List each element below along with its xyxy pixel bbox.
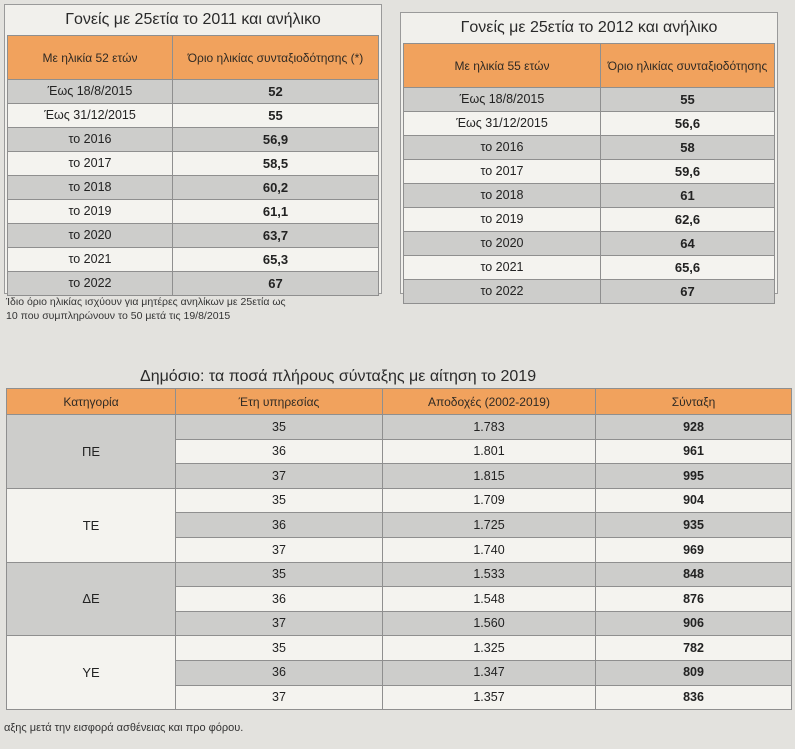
table1-header-age: Με ηλικία 52 ετών	[8, 36, 173, 80]
category-cell: ΔΕ	[7, 562, 176, 636]
period-cell: το 2018	[8, 176, 173, 200]
earnings-cell: 1.725	[383, 513, 596, 538]
pension-cell: 906	[596, 611, 792, 636]
category-cell: ΠΕ	[7, 415, 176, 489]
table1	[7, 35, 379, 296]
period-cell: Έως 18/8/2015	[8, 80, 173, 104]
table-row	[404, 88, 775, 112]
table1-panel	[4, 4, 382, 294]
years-cell: 36	[176, 587, 383, 612]
table3-title: Δημόσιο: τα ποσά πλήρους σύνταξης με αίτηση το 2019	[140, 368, 537, 385]
period-cell: Έως 18/8/2015	[404, 88, 601, 112]
table-row	[8, 224, 379, 248]
years-cell: 35	[176, 636, 383, 661]
earnings-cell: 1.548	[383, 587, 596, 612]
age-limit-cell: 61	[601, 184, 775, 208]
period-cell: το 2020	[404, 232, 601, 256]
earnings-cell: 1.325	[383, 636, 596, 661]
period-cell: το 2019	[404, 208, 601, 232]
age-limit-cell: 64	[601, 232, 775, 256]
pension-cell: 782	[596, 636, 792, 661]
table-row	[404, 112, 775, 136]
age-limit-cell: 55	[173, 104, 379, 128]
table-row	[404, 160, 775, 184]
table2-panel	[400, 12, 778, 299]
pension-cell: 935	[596, 513, 792, 538]
age-limit-cell: 67	[173, 272, 379, 296]
earnings-cell: 1.357	[383, 685, 596, 710]
earnings-cell: 1.740	[383, 537, 596, 562]
table1-title: Γονείς με 25ετία το 2011 και ανήλικο	[65, 11, 321, 28]
pension-cell: 809	[596, 660, 792, 685]
pension-cell: 876	[596, 587, 792, 612]
table2-title: Γονείς με 25ετία το 2012 και ανήλικο	[460, 19, 718, 36]
table-row	[8, 248, 379, 272]
years-cell: 36	[176, 439, 383, 464]
table-row	[404, 256, 775, 280]
age-limit-cell: 59,6	[601, 160, 775, 184]
period-cell: το 2018	[404, 184, 601, 208]
years-cell: 37	[176, 685, 383, 710]
years-cell: 36	[176, 660, 383, 685]
earnings-cell: 1.560	[383, 611, 596, 636]
table-row	[7, 636, 792, 661]
table-row	[7, 415, 792, 440]
pension-cell: 904	[596, 488, 792, 513]
period-cell: το 2021	[8, 248, 173, 272]
table-row	[404, 136, 775, 160]
years-cell: 35	[176, 488, 383, 513]
table1-header-limit: Όριο ηλικίας συνταξιοδότησης (*)	[173, 36, 379, 80]
period-cell: το 2022	[404, 280, 601, 304]
table-row	[7, 562, 792, 587]
category-cell: ΥΕ	[7, 636, 176, 710]
age-limit-cell: 58	[601, 136, 775, 160]
period-cell: το 2019	[8, 200, 173, 224]
table3-header-earnings: Αποδοχές (2002-2019)	[383, 389, 596, 415]
table2-header-age: Με ηλικία 55 ετών	[404, 44, 601, 88]
pension-cell: 961	[596, 439, 792, 464]
years-cell: 37	[176, 464, 383, 489]
pension-cell: 848	[596, 562, 792, 587]
table3-header-pension: Σύνταξη	[596, 389, 792, 415]
years-cell: 36	[176, 513, 383, 538]
pension-cell: 836	[596, 685, 792, 710]
category-cell: ΤΕ	[7, 488, 176, 562]
age-limit-cell: 65,3	[173, 248, 379, 272]
earnings-cell: 1.815	[383, 464, 596, 489]
period-cell: Έως 31/12/2015	[8, 104, 173, 128]
table-row	[7, 488, 792, 513]
years-cell: 35	[176, 415, 383, 440]
years-cell: 37	[176, 537, 383, 562]
age-limit-cell: 61,1	[173, 200, 379, 224]
period-cell: το 2022	[8, 272, 173, 296]
years-cell: 37	[176, 611, 383, 636]
table2-header-limit: Όριο ηλικίας συνταξιοδότησης	[601, 44, 775, 88]
age-limit-cell: 56,9	[173, 128, 379, 152]
table-row	[8, 128, 379, 152]
age-limit-cell: 56,6	[601, 112, 775, 136]
age-limit-cell: 52	[173, 80, 379, 104]
table-row	[8, 104, 379, 128]
table-row	[8, 176, 379, 200]
age-limit-cell: 62,6	[601, 208, 775, 232]
period-cell: το 2020	[8, 224, 173, 248]
table-row	[8, 200, 379, 224]
earnings-cell: 1.533	[383, 562, 596, 587]
period-cell: Έως 31/12/2015	[404, 112, 601, 136]
age-limit-cell: 65,6	[601, 256, 775, 280]
period-cell: το 2017	[8, 152, 173, 176]
earnings-cell: 1.783	[383, 415, 596, 440]
table-row	[404, 184, 775, 208]
table-row	[8, 272, 379, 296]
age-limit-cell: 60,2	[173, 176, 379, 200]
table3	[6, 388, 792, 710]
age-limit-cell: 58,5	[173, 152, 379, 176]
earnings-cell: 1.347	[383, 660, 596, 685]
pension-cell: 969	[596, 537, 792, 562]
table2	[403, 43, 775, 304]
earnings-cell: 1.709	[383, 488, 596, 513]
table3-footnote: αξης μετά την εισφορά ασθένειας και προ φόρου.	[4, 722, 244, 734]
table-row	[8, 80, 379, 104]
table-row	[8, 152, 379, 176]
period-cell: το 2017	[404, 160, 601, 184]
table1-note: Ίδιο όριο ηλικίας ισχύουν για μητέρες ανηλίκων με 25ετία ως 10 που συμπληρώνουν το 50 μετά τις 19/8/2015	[6, 296, 286, 322]
table-row	[404, 208, 775, 232]
table3-header-years: Έτη υπηρεσίας	[176, 389, 383, 415]
table3-header-category: Κατηγορία	[7, 389, 176, 415]
period-cell: το 2021	[404, 256, 601, 280]
pension-cell: 995	[596, 464, 792, 489]
table-row	[404, 232, 775, 256]
period-cell: το 2016	[8, 128, 173, 152]
age-limit-cell: 63,7	[173, 224, 379, 248]
pension-cell: 928	[596, 415, 792, 440]
age-limit-cell: 67	[601, 280, 775, 304]
age-limit-cell: 55	[601, 88, 775, 112]
table-row	[404, 280, 775, 304]
years-cell: 35	[176, 562, 383, 587]
earnings-cell: 1.801	[383, 439, 596, 464]
period-cell: το 2016	[404, 136, 601, 160]
